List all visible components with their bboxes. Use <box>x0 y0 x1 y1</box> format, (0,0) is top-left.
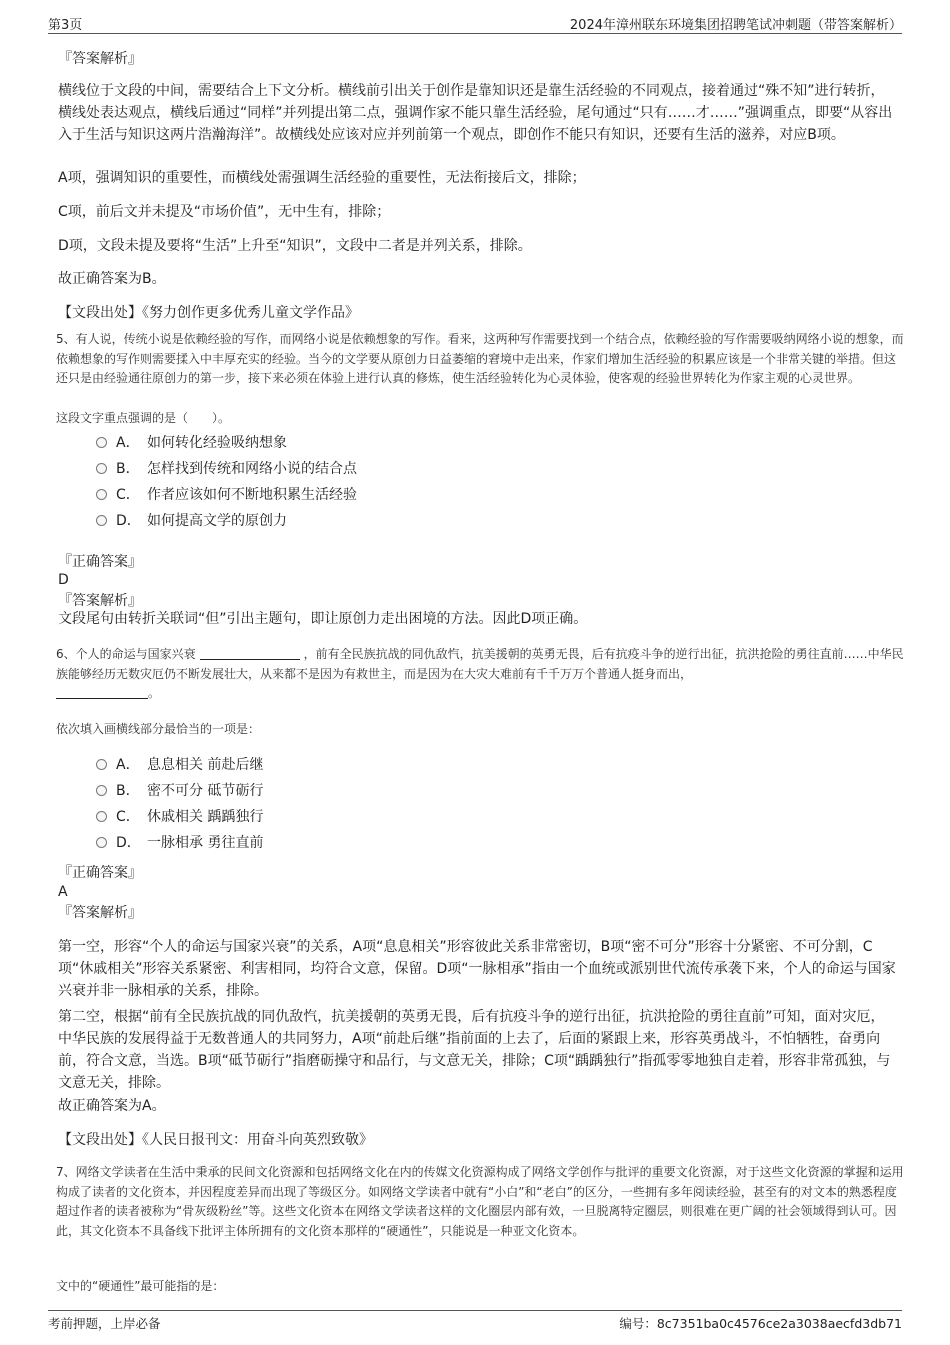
radio-icon[interactable] <box>96 515 107 526</box>
page-header <box>48 12 902 32</box>
radio-icon[interactable] <box>96 811 107 822</box>
question-6-option-b[interactable]: B． 密不可分 砥节砺行 <box>96 780 263 800</box>
question-6-option-c[interactable]: C． 休戚相关 踽踽独行 <box>96 806 263 826</box>
analysis-heading: 『答案解析』 <box>58 51 142 67</box>
question-5-option-a[interactable]: A． 如何转化经验吸纳想象 <box>96 432 287 452</box>
radio-icon[interactable] <box>96 463 107 474</box>
question-5-option-b[interactable]: B． 怎样找到传统和网络小说的结合点 <box>96 458 357 478</box>
question-5-stem: 5、有人说，传统小说是依赖经验的写作，而网络小说是依赖想象的写作。看来，这两种写作需要找到一个结合点，依赖经验的写作需要吸纳网络小说的想象，而依赖想象的写作则需要揉入中丰厚充实的经验。当今的文学要从原创力日益萎缩的窘境中走出来，作家们增加生活经验的积累应该是一个非常关键的举措。但这还只是由经验通往原创力的第一步，接下来必须在体验上进行认真的修炼，使生活经验转化为心灵体验，使客观的经验世界转化为作家主观的心灵世界。 <box>56 332 904 385</box>
analysis-conclusion: 故正确答案为B。 <box>58 271 166 287</box>
source-citation: 【文段出处】《努力创作更多优秀儿童文学作品》 <box>58 305 359 321</box>
document-title: 2024年漳州联东环境集团招聘笔试冲刺题（带答案解析） <box>569 18 902 33</box>
question-6-analysis-blank-2: 第二空，根据“前有全民族抗战的同仇敌忾，抗美援朝的英勇无畏，后有抗疫斗争的逆行出征，抗洪抢险的勇往直前”可知，面对灾厄，中华民族的发展得益于无数普通人的共同努力，A项“前赴后继”指前面的上去了，后面的紧跟上来，形容英勇战斗，不怕牺牲，奋勇向前，符合文意，当选。B项“砥节砺行”指磨砺操守和品行，与文意无关，排除；C项“踽踽独行”指孤零零地独自走着，形容非常孤独，与文意无关，排除。 <box>58 1009 891 1091</box>
document-id: 编号：8c7351ba0c4576ce2a3038aecfd3db71 <box>619 1316 902 1331</box>
analysis-paragraph: 横线位于文段的中间，需要结合上下文分析。横线前引出关于创作是靠知识还是靠生活经验的不同观点，接着通过“殊不知”进行转折，横线处表达观点，横线后通过“同样”并列提出第二点，强调作家不能只靠生活经验，尾句通过“只有……才……”强调重点，即要“从容出入于生活与知识这两片浩瀚海洋”。故横线处应该对应并列前第一个观点，即创作不能只有知识，还要有生活的滋养，对应B项。 <box>58 83 893 143</box>
radio-icon[interactable] <box>96 437 107 448</box>
question-5-option-d[interactable]: D． 如何提高文学的原创力 <box>96 510 287 530</box>
question-5-analysis: 文段尾句由转折关联词“但”引出主题句，即让原创力走出困境的方法。因此D项正确。 <box>58 611 588 627</box>
question-5-answer-heading: 『正确答案』 <box>58 554 142 570</box>
question-6-source: 【文段出处】《人民日报刊文：用奋斗向英烈致敬》 <box>58 1132 373 1148</box>
fill-blank-2 <box>56 686 148 699</box>
radio-icon[interactable] <box>96 837 107 848</box>
footer-slogan: 考前押题，上岸必备 <box>48 1316 161 1331</box>
question-6-option-a[interactable]: A． 息息相关 前赴后继 <box>96 754 263 774</box>
question-6-prompt: 依次填入画横线部分最恰当的一项是： <box>56 722 261 736</box>
radio-icon[interactable] <box>96 785 107 796</box>
question-5-option-c[interactable]: C． 作者应该如何不断地积累生活经验 <box>96 484 357 504</box>
question-6-conclusion: 故正确答案为A。 <box>58 1098 166 1114</box>
analysis-option-a: A项，强调知识的重要性，而横线处需强调生活经验的重要性，无法衔接后文，排除； <box>58 170 586 186</box>
question-6-answer: A <box>58 884 68 900</box>
question-6-answer-heading: 『正确答案』 <box>58 865 142 881</box>
page-number: 第3页 <box>48 18 83 33</box>
question-6-stem: 6、个人的命运与国家兴衰 ，前有全民族抗战的同仇敌忾，抗美援朝的英勇无畏，后有抗疫斗争的逆行出征，抗洪抢险的勇往直前……中华民族能够经历无数灾厄仍不断发展壮大，从来都不是因为有救世主，而是因为在大灾大难前有千千万万个普通人挺身而出， 。 <box>56 647 904 700</box>
question-6-analysis-blank-1: 第一空，形容“个人的命运与国家兴衰”的关系，A项“息息相关”形容彼此关系非常密切，B项“密不可分”形容十分紧密、不可分割，C项“休戚相关”形容关系紧密、利害相同，均符合文意，保留。D项“一脉相承”指由一个血统或派别世代流传承袭下来，个人的命运与国家兴衰并非一脉相承的关系，排除。 <box>58 939 896 999</box>
question-7-prompt: 文中的“硬通性”最可能指的是： <box>56 1279 225 1293</box>
analysis-option-d: D项，文段未提及要将“生活”上升至“知识”，文段中二者是并列关系，排除。 <box>58 238 532 254</box>
question-6-analysis-heading: 『答案解析』 <box>58 905 142 921</box>
question-6-option-d[interactable]: D． 一脉相承 勇往直前 <box>96 832 263 852</box>
fill-blank-1 <box>200 647 300 660</box>
question-5-answer: D <box>58 572 69 588</box>
question-5-prompt: 这段文字重点强调的是（ ）。 <box>56 411 231 425</box>
question-5-analysis-heading: 『答案解析』 <box>58 593 142 609</box>
radio-icon[interactable] <box>96 489 107 500</box>
question-7-stem: 7、网络文学读者在生活中秉承的民间文化资源和包括网络文化在内的传媒文化资源构成了网络文学创作与批评的重要文化资源，对于这些文化资源的掌握和运用构成了读者的文化资本，并因程度差异而出现了等级区分。如网络文学读者中就有“小白”和“老白”的区分，一些拥有多年阅读经验，甚至有的对文本的熟悉程度超过作者的读者被称为“骨灰级粉丝”等。这些文化资本在网络文学读者这样的文化圈层内部有效，一旦脱离特定圈层，则很难在更广阔的社会领域得到认可。因此，其文化资本不具备线下批评主体所拥有的文化资本那样的“硬通性”，只能说是一种亚文化资本。 <box>56 1165 904 1238</box>
analysis-option-c: C项，前后文并未提及“市场价值”，无中生有，排除； <box>58 204 391 220</box>
radio-icon[interactable] <box>96 759 107 770</box>
header-divider <box>48 33 902 34</box>
footer-divider <box>48 1310 902 1311</box>
